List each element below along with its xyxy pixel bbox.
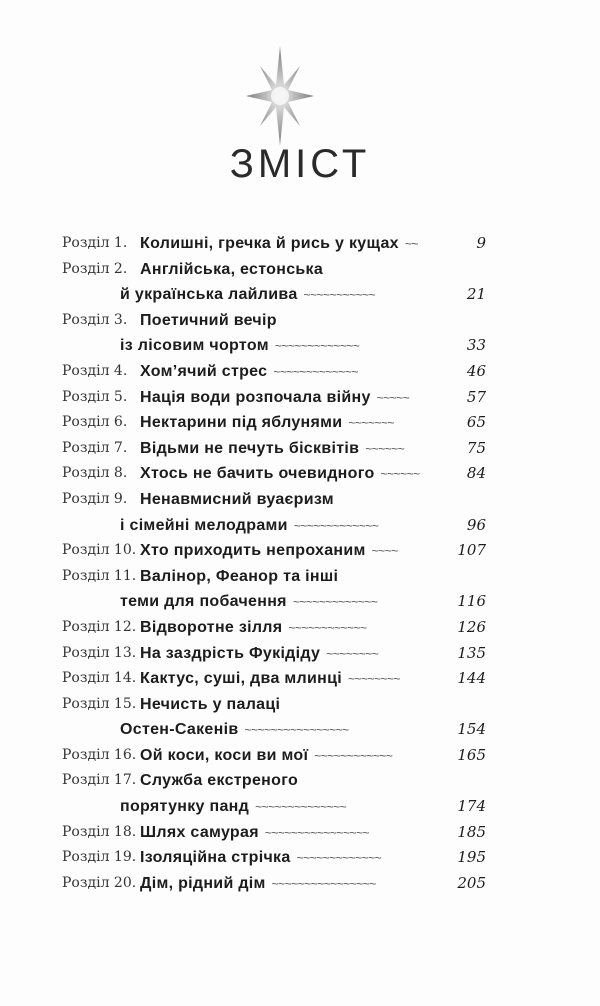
toc-entry-line	[0, 461, 600, 487]
leader-waves: ~~~~~~~~~~~~~	[292, 595, 378, 610]
chapter-title: Ой коси, коси ви мої ~~~~~~~~~~~~	[140, 746, 393, 764]
chapter-label: Розділ 18.	[62, 823, 137, 840]
leader-waves: ~~~~~	[376, 390, 410, 405]
toc-entry-line	[0, 666, 600, 692]
leader-waves: ~~~~~~~~~~~~~	[273, 364, 358, 379]
page-number: 84	[466, 464, 486, 483]
toc-entry-line	[0, 641, 600, 667]
page-number: 46	[466, 361, 486, 380]
chapter-label: Розділ 15.	[62, 695, 137, 712]
toc-entry-line	[0, 308, 600, 334]
toc-entry-line	[0, 538, 600, 564]
chapter-label: Розділ 6.	[62, 414, 128, 431]
page-number: 135	[457, 643, 486, 662]
chapter-label: Розділ 16.	[62, 746, 137, 763]
chapter-label: Розділ 8.	[62, 465, 128, 482]
chapter-title: й українська лайлива ~~~~~~~~~~~	[120, 286, 376, 304]
leader-waves: ~~~~	[371, 544, 398, 559]
toc-entry-line	[0, 231, 600, 257]
chapter-label: Розділ 5.	[62, 388, 128, 405]
chapter-title: Дім, рідний дім ~~~~~~~~~~~~~~~~	[140, 874, 376, 892]
eight-point-star-icon	[244, 40, 316, 152]
chapter-title: порятунку панд ~~~~~~~~~~~~~~	[120, 798, 347, 816]
chapter-title: Хто приходить непроханим ~~~~	[140, 542, 398, 560]
chapter-title: Валінор, Феанор та інші	[140, 567, 339, 585]
toc-entry-line	[0, 410, 600, 436]
leader-waves: ~~~~~~~~~~~~	[288, 620, 367, 635]
page-number: 185	[457, 822, 486, 841]
toc-entry-line	[0, 871, 600, 897]
toc-entry-line	[0, 692, 600, 718]
toc-entry-line	[0, 359, 600, 385]
toc-entry-line	[0, 794, 600, 820]
chapter-label: Розділ 10.	[62, 542, 137, 559]
page-number: 195	[457, 848, 486, 867]
leader-waves: ~~~~~~~~	[347, 672, 401, 687]
chapter-label: Розділ 4.	[62, 362, 128, 379]
chapter-title: із лісовим чортом ~~~~~~~~~~~~~	[120, 337, 360, 355]
toc-entry-line	[0, 436, 600, 462]
toc-entry-line	[0, 513, 600, 539]
chapter-label: Розділ 20.	[62, 874, 137, 891]
leader-waves: ~~~~~~~~~~~~~~~~	[271, 876, 376, 891]
leader-waves: ~~~~~~	[365, 441, 405, 456]
chapter-label: Розділ 1.	[62, 235, 128, 251]
leader-waves: ~~~~~~~~~~~~~	[274, 339, 360, 354]
page-number: 126	[457, 617, 486, 636]
chapter-label: Розділ 19.	[62, 849, 137, 866]
chapter-label: Розділ 2.	[62, 260, 128, 277]
leader-waves: ~~~~~~~~~~~~~	[293, 518, 379, 533]
toc-entry-line	[0, 743, 600, 769]
chapter-title: Кактус, суші, два млинці ~~~~~~~~	[140, 670, 401, 688]
leader-waves: ~~~~~~~	[348, 416, 394, 431]
chapter-title: Остен-Сакенів ~~~~~~~~~~~~~~~~	[120, 721, 349, 739]
chapter-title: Відьми не печуть бісквітів ~~~~~~	[140, 439, 405, 457]
chapter-title: Ізоляційна стрічка ~~~~~~~~~~~~~	[140, 849, 382, 867]
page-number: 154	[457, 720, 486, 739]
page-number: 21	[466, 285, 486, 304]
toc-entry-line	[0, 717, 600, 743]
chapter-title: Хтось не бачить очевидного ~~~~~~	[140, 465, 420, 483]
page-number: 75	[466, 438, 486, 457]
leader-waves: ~~~~~~~~~~~~	[314, 748, 393, 763]
page-number: 57	[466, 387, 486, 406]
table-of-contents	[0, 231, 600, 896]
toc-entry-line	[0, 487, 600, 513]
page-number: 165	[457, 745, 486, 764]
chapter-title: На заздрість Фукідіду ~~~~~~~~	[140, 644, 379, 662]
leader-waves: ~~~~~~~~~~~~~~~~	[264, 825, 369, 840]
toc-entry-line	[0, 282, 600, 308]
toc-entry-line	[0, 768, 600, 794]
leader-waves: ~~~~~~	[380, 467, 420, 482]
chapter-title: і сімейні мелодрами ~~~~~~~~~~~~~	[120, 516, 379, 534]
chapter-title: Поетичний вечір	[140, 311, 277, 329]
toc-entry-line	[0, 257, 600, 283]
page-number: 96	[466, 515, 486, 534]
chapter-label: Розділ 7.	[62, 439, 128, 456]
page-number: 116	[457, 592, 486, 611]
chapter-title: Нектарини під яблунями ~~~~~~~	[140, 414, 394, 432]
chapter-title: Служба екстреного	[140, 772, 299, 790]
page-number: 33	[466, 336, 486, 355]
chapter-title: Англійська, естонська	[140, 260, 324, 278]
chapter-label: Розділ 14.	[62, 670, 137, 687]
chapter-title: Ненавмисний вуаєризм	[140, 490, 334, 508]
toc-entry-line	[0, 385, 600, 411]
leader-waves: ~~~~~~~~~~~	[303, 288, 376, 303]
chapter-label: Розділ 3.	[62, 311, 128, 328]
page-number: 205	[457, 873, 486, 892]
page-number: 144	[457, 669, 486, 688]
chapter-title: Колишні, гречка й рись у кущах ~~	[140, 235, 418, 252]
chapter-label: Розділ 11.	[62, 567, 137, 584]
chapter-label: Розділ 9.	[62, 490, 128, 507]
leader-waves: ~~~~~~~~~~~~~	[296, 851, 382, 866]
toc-entry-line	[0, 564, 600, 590]
leader-waves: ~~~~~~~~	[326, 646, 379, 661]
toc-entry-line	[0, 615, 600, 641]
chapter-title: Шлях самурая ~~~~~~~~~~~~~~~~	[140, 823, 369, 841]
chapter-title: Відворотне зілля ~~~~~~~~~~~~	[140, 618, 367, 636]
page-number: 9	[476, 234, 486, 252]
chapter-label: Розділ 12.	[62, 618, 137, 635]
page-number: 65	[466, 413, 486, 432]
leader-waves: ~~	[404, 237, 418, 251]
page-title: ЗМІСТ	[229, 142, 371, 186]
chapter-title: Нечисть у палаці	[140, 695, 281, 713]
toc-entry-line	[0, 845, 600, 871]
chapter-label: Розділ 13.	[62, 644, 137, 661]
chapter-title: Хом’ячий стрес ~~~~~~~~~~~~~	[140, 362, 358, 380]
leader-waves: ~~~~~~~~~~~~~~~~	[244, 723, 349, 738]
page-number: 107	[457, 541, 486, 560]
toc-entry-line	[0, 820, 600, 846]
chapter-title: Нація води розпочала війну ~~~~~	[140, 388, 410, 406]
toc-entry-line	[0, 589, 600, 615]
leader-waves: ~~~~~~~~~~~~~~	[255, 800, 347, 815]
chapter-title: теми для побачення ~~~~~~~~~~~~~	[120, 593, 378, 611]
toc-entry-line	[0, 333, 600, 359]
page-number: 174	[457, 797, 486, 816]
chapter-label: Розділ 17.	[62, 772, 137, 789]
